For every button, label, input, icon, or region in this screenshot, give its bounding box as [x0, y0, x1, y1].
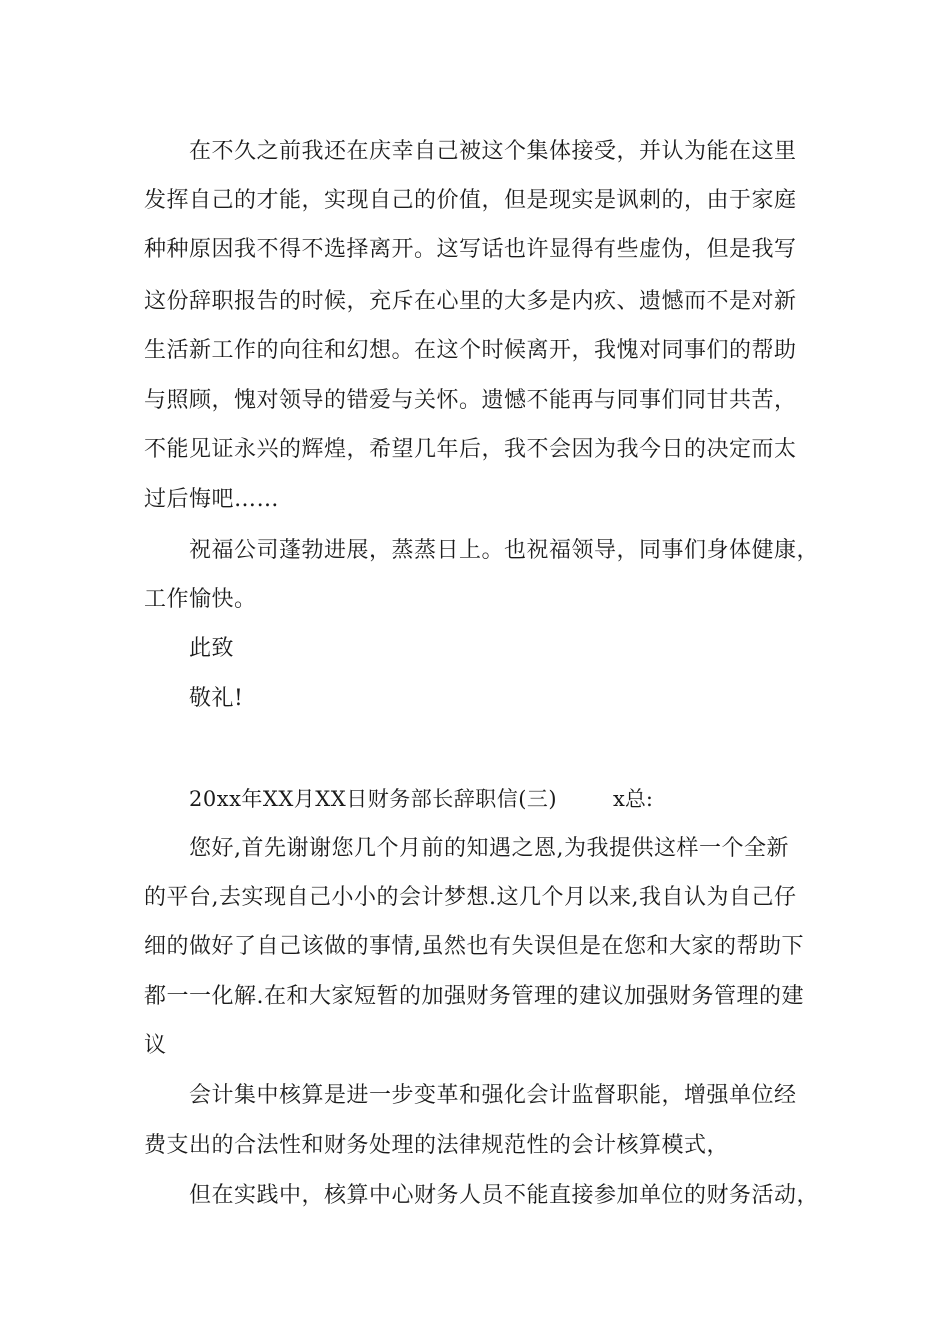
closing-salutation: 敬礼! — [189, 686, 244, 711]
paragraph-line: 会计集中核算是进一步变革和强化会计监督职能，增强单位经 — [189, 1083, 797, 1108]
paragraph-line: 不能见证永兴的辉煌，希望几年后，我不会因为我今日的决定而太 — [144, 437, 797, 462]
recipient-line: x总: — [613, 787, 653, 811]
closing-line: 此致 — [189, 636, 235, 661]
paragraph-line: 在不久之前我还在庆幸自己被这个集体接受，并认为能在这里 — [189, 139, 797, 164]
paragraph-line: 但在实践中，核算中心财务人员不能直接参加单位的财务活动， — [189, 1183, 820, 1208]
paragraph-line: 工作愉快。 — [144, 587, 257, 612]
paragraph-line: 祝福公司蓬勃进展，蒸蒸日上。也祝福领导，同事们身体健康， — [189, 538, 820, 563]
paragraph-line: 您好,首先谢谢您几个月前的知遇之恩,为我提供这样一个全新 — [189, 836, 789, 861]
paragraph-line: 生活新工作的向往和幻想。在这个时候离开，我愧对同事们的帮助 — [144, 338, 797, 363]
paragraph-line: 这份辞职报告的时候，充斥在心里的大多是内疚、遗憾而不是对新 — [144, 289, 797, 314]
paragraph-line: 的平台,去实现自己小小的会计梦想.这几个月以来,我自认为自己仔 — [144, 885, 797, 910]
paragraph-line: 过后悔吧…… — [144, 487, 280, 512]
paragraph-line: 细的做好了自己该做的事情,虽然也有失误但是在您和大家的帮助下 — [144, 934, 804, 959]
paragraph-line: 发挥自己的才能，实现自己的价值，但是现实是讽刺的，由于家庭 — [144, 188, 797, 213]
paragraph-line: 与照顾，愧对领导的错爱与关怀。遗憾不能再与同事们同甘共苦， — [144, 388, 797, 413]
paragraph-line: 费支出的合法性和财务处理的法律规范性的会计核算模式， — [144, 1133, 730, 1158]
paragraph-line: 议 — [144, 1033, 167, 1058]
paragraph-line: 种种原因我不得不选择离开。这写话也许显得有些虚伪，但是我写 — [144, 237, 797, 262]
letter-heading: 20xx年XX月XX日财务部长辞职信(三) — [189, 787, 558, 811]
paragraph-line: 都一一化解.在和大家短暂的加强财务管理的建议加强财务管理的建 — [144, 984, 804, 1009]
